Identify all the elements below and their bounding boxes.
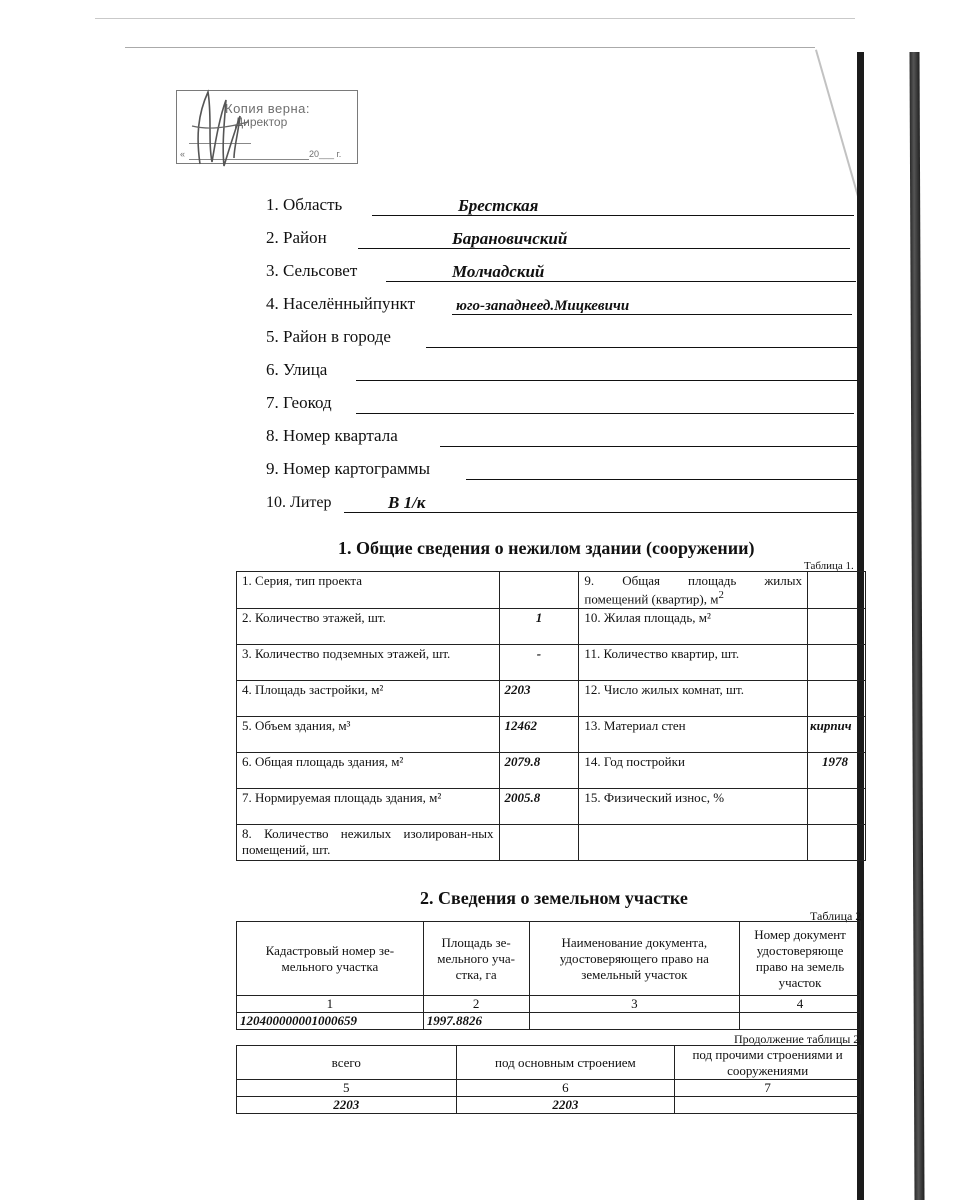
table-number-row: 5 6 7	[237, 1080, 861, 1097]
wall-material-value: кирпич	[808, 717, 866, 753]
plot-area: 1997.8826	[423, 1013, 529, 1030]
address-row-cartogram: 9. Номер картограммы	[266, 457, 858, 481]
address-row-geocode: 7. Геокод	[266, 391, 858, 415]
handwritten-signature	[178, 86, 268, 176]
settlement-value: юго-западнеед.Мицкевичи	[456, 298, 630, 314]
residential-area-label: 9. Общая площадь жилых помещений (квартир), $м^2$	[579, 572, 808, 609]
table-row: 7. Нормируемая площадь здания, м² 2005.8 15. Физический износ, %	[237, 789, 866, 825]
scan-edge-top	[95, 18, 855, 19]
stamp-year: 20___ г.	[309, 149, 342, 159]
stamp-line1: Копия верна:	[225, 101, 310, 116]
total-area: 2203	[237, 1097, 457, 1114]
table-row: 5. Объем здания, м³ 12462 13. Материал стен кирпич	[237, 717, 866, 753]
table-row: 1. Серия, тип проекта 9. Общая площадь жилых помещений (квартир), $м^2$	[237, 572, 866, 609]
table-number-row: 1 2 3 4	[237, 996, 861, 1013]
address-row-district: 2. Район Барановичский	[266, 226, 858, 250]
cadastral-number: 120400000001000659	[237, 1013, 424, 1030]
table2-continuation-caption: Продолжение таблицы 2	[734, 1032, 860, 1046]
stamp-date-quote: «	[180, 149, 186, 159]
table-row: 8. Количество нежилых изолирован-ных помещений, шт.	[237, 825, 866, 861]
main-building-area: 2203	[456, 1097, 675, 1114]
address-row-block: 8. Номер квартала	[266, 424, 858, 448]
scan-right-gap	[864, 52, 912, 1200]
address-row-street: 6. Улица	[266, 358, 858, 382]
address-row-settlement: 4. Населённыйпункт юго-западнеед.Мицкевичи	[266, 292, 858, 316]
stamp-line2: Директор	[235, 115, 288, 129]
address-row-city-district: 5. Район в городе	[266, 325, 858, 349]
table-row	[237, 1013, 861, 1030]
land-plot-table	[236, 921, 861, 1030]
build-year-value: 1978	[808, 753, 866, 789]
table-header-row: всего под основным строением под прочими строениями и сооружениями	[237, 1046, 861, 1080]
table2-caption: Таблица 2	[810, 909, 862, 923]
address-row-liter: 10. Литер В 1/к	[266, 490, 858, 514]
table-row: 3. Количество подземных этажей, шт. - 11. Количество квартир, шт.	[237, 645, 866, 681]
section2-title: 2. Сведения о земельном участке	[420, 888, 688, 908]
table-header-row: Кадастровый номер зе-мельного участка Площадь зе-мельного уча-стка, га Наименование документа, удостоверяющего право на земельный участок Номер документ удостоверяюще право на земель участок	[237, 922, 861, 996]
table-row	[237, 1097, 861, 1114]
land-area-breakdown-table	[236, 1045, 861, 1114]
address-row-selsovet: 3. Сельсовет Молчадский	[266, 259, 858, 283]
section1-title: 1. Общие сведения о нежилом здании (сооружении)	[338, 538, 755, 558]
district-value: Барановичский	[452, 229, 568, 248]
selsovet-value: Молчадский	[452, 262, 545, 281]
table1-caption: Таблица 1.	[804, 560, 854, 572]
table-row: 6. Общая площадь здания, м² 2079.8 14. Год постройки 1978	[237, 753, 866, 789]
table-row: 4. Площадь застройки, м² 2203 12. Число жилых комнат, шт.	[237, 681, 866, 717]
scan-edge-line	[125, 47, 815, 48]
building-info-table	[236, 571, 866, 861]
table-row: 2. Количество этажей, шт. 1 10. Жилая площадь, м²	[237, 609, 866, 645]
liter-value: В 1/к	[388, 493, 426, 512]
address-row-region: 1. Область Брестская	[266, 193, 858, 217]
region-value: Брестская	[458, 196, 539, 215]
